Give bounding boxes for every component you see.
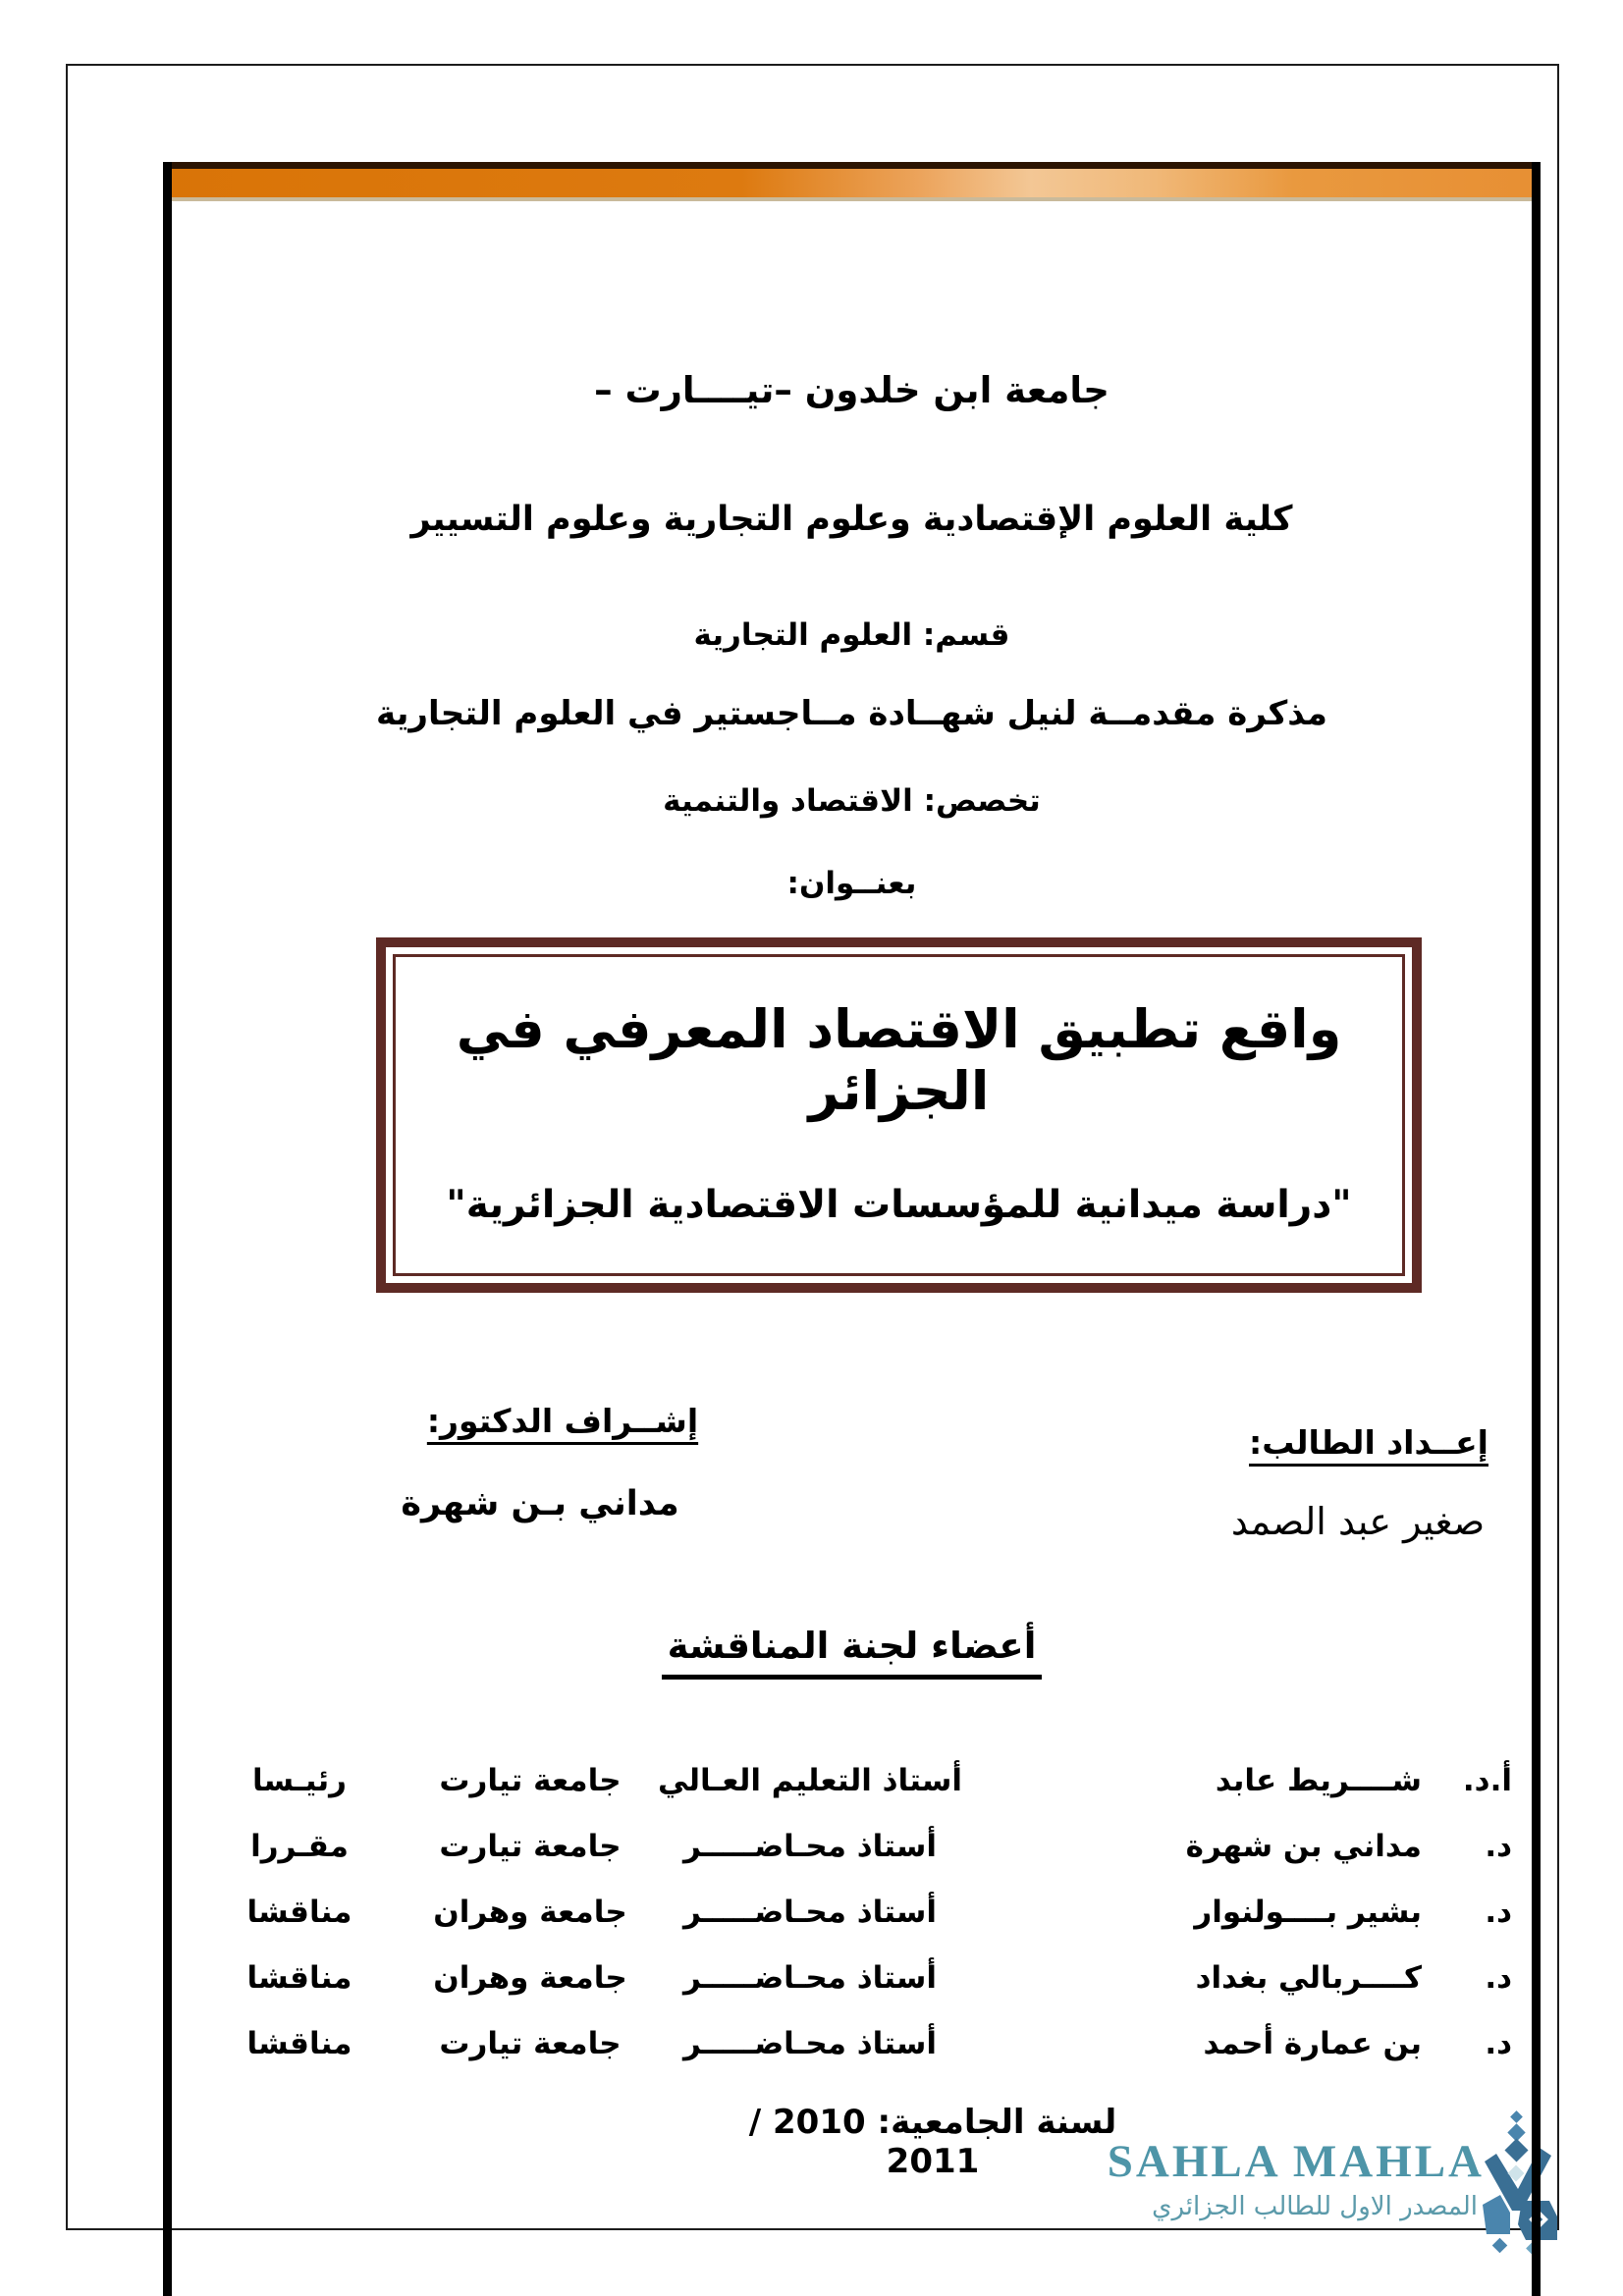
left-vertical-rule bbox=[163, 162, 172, 2296]
committee-row-university: جامعة وهران bbox=[433, 1959, 627, 1996]
committee-row-prefix: د. bbox=[1485, 1959, 1512, 1996]
committee-row-title: أستاذ محـاضـــــر bbox=[682, 2025, 938, 2061]
committee-row-name: كــــربالي بغداد bbox=[1195, 1959, 1422, 1996]
committee-heading-text: أعضاء لجنة المناقشة bbox=[662, 1625, 1043, 1680]
committee-row-role: مناقشا bbox=[246, 2025, 352, 2061]
faculty-line: كلية العلوم الإقتصادية وعلوم التجارية وعلوم التسيير bbox=[410, 500, 1293, 539]
supervisor-name: مداني بـن شهرة bbox=[401, 1484, 679, 1523]
right-vertical-rule bbox=[1532, 162, 1541, 2296]
committee-row-role: رئيـسا bbox=[252, 1762, 347, 1798]
title-box-inner-border bbox=[393, 954, 1405, 1276]
memo-line: مذكرة مقدمــة لنيل شهــادة مــاجستير في العلوم التجارية bbox=[376, 694, 1327, 733]
sahla-mahla-logo-icon bbox=[1471, 2110, 1561, 2256]
committee-row-title: أستاذ محـاضـــــر bbox=[682, 1959, 938, 1996]
title-box bbox=[376, 937, 1422, 1293]
committee-row-prefix: أ.د. bbox=[1462, 1762, 1512, 1798]
committee-heading bbox=[172, 1625, 1532, 1680]
thesis-title: واقع تطبيق الاقتصاد المعرفي في الجزائر bbox=[456, 998, 1342, 1122]
committee-row-role: مناقشا bbox=[246, 1959, 352, 1996]
university-line: جامعة ابن خلدون –تيــــارت – bbox=[594, 369, 1109, 411]
committee-row-prefix: د. bbox=[1485, 1828, 1512, 1864]
committee-row-university: جامعة تيارت bbox=[439, 1762, 622, 1798]
committee-row-prefix: د. bbox=[1485, 1894, 1512, 1930]
committee-row-title: أستاذ محـاضـــــر bbox=[682, 1828, 938, 1864]
academic-year-line: لسنة الجامعية: 2010 / 2011 bbox=[748, 2103, 1117, 2181]
thesis-subtitle: "دراسة ميدانية للمؤسسات الاقتصادية الجزائرية" bbox=[446, 1183, 1352, 1227]
committee-row-name: شــــريط عابد bbox=[1215, 1762, 1422, 1798]
department-line: قسم: العلوم التجارية bbox=[693, 617, 1010, 653]
committee-row-title: أستاذ محـاضـــــر bbox=[682, 1894, 938, 1930]
committee-row-name: بشير بــــولنوار bbox=[1194, 1894, 1422, 1930]
committee-row-university: جامعة وهران bbox=[433, 1894, 627, 1930]
committee-row-name: بن عمارة أحمد bbox=[1203, 2025, 1422, 2061]
titled-line: بعنــوان: bbox=[786, 866, 917, 901]
specialty-line: تخصص: الاقتصاد والتنمية bbox=[663, 783, 1041, 819]
sahla-mahla-tagline: المصدر الاول للطالب الجزائري bbox=[1152, 2192, 1478, 2221]
committee-row-role: مقـررا bbox=[250, 1828, 349, 1864]
committee-table bbox=[187, 1747, 1512, 2076]
student-label: إعــداد الطالب: bbox=[1249, 1423, 1488, 1462]
student-name: صغير عبد الصمد bbox=[1230, 1500, 1486, 1543]
committee-row-prefix: د. bbox=[1485, 2025, 1512, 2061]
committee-row-university: جامعة تيارت bbox=[439, 1828, 622, 1864]
committee-row-name: مداني بن شهرة bbox=[1185, 1828, 1422, 1864]
committee-row-university: جامعة تيارت bbox=[439, 2025, 622, 2061]
orange-header-bar bbox=[163, 162, 1541, 201]
committee-row-role: مناقشا bbox=[246, 1894, 352, 1930]
supervisor-label: إشــراف الدكتور: bbox=[426, 1402, 699, 1440]
committee-row-title: أستاذ التعليم العـالي bbox=[658, 1762, 962, 1798]
sahla-mahla-brand-text: SAHLA MAHLA bbox=[1107, 2136, 1485, 2187]
